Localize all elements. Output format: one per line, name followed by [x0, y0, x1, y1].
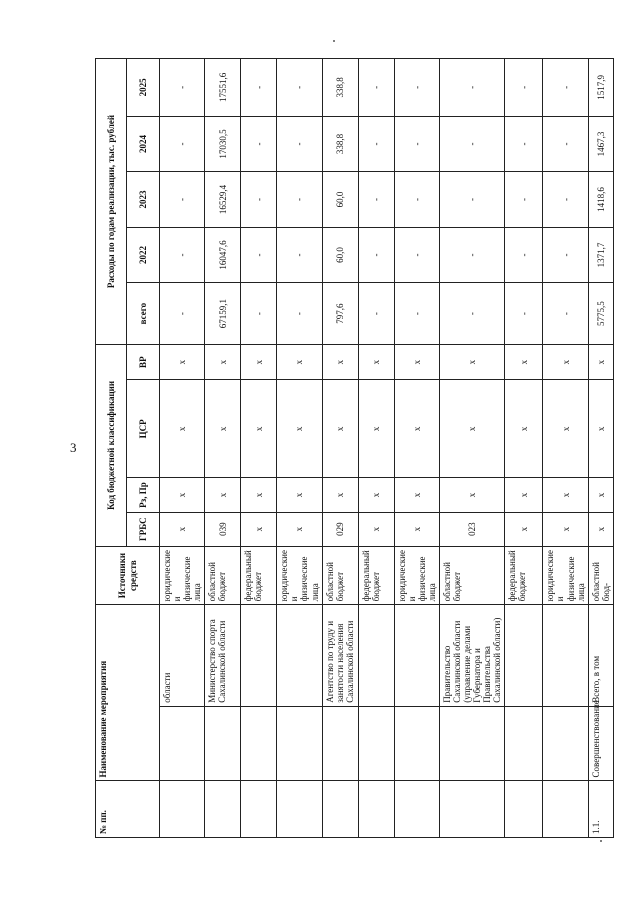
cell-source: юридические и физические лица — [394, 546, 439, 605]
cell-exec — [543, 605, 588, 706]
cell-csr: x — [588, 380, 613, 478]
cell-y2025: 17551,6 — [205, 59, 241, 117]
cell-exec: Агентство по труду и занятости населения Сахалинской области — [322, 605, 358, 706]
cell-source: юридические и физические лица — [160, 546, 205, 605]
scan-speck — [600, 840, 602, 842]
cell-rzpr: x — [322, 478, 358, 512]
header-code-group: Код бюджетной классификации — [96, 345, 127, 547]
cell-grbs: x — [505, 512, 543, 546]
cell-vr: x — [160, 345, 205, 380]
cell-exec: Всего, в том — [588, 605, 613, 706]
cell-no — [543, 781, 588, 838]
cell-grbs: 029 — [322, 512, 358, 546]
cell-grbs: x — [160, 512, 205, 546]
cell-y2025: 1517,9 — [588, 59, 613, 117]
cell-y2023: - — [543, 172, 588, 227]
cell-y2025: - — [439, 59, 504, 117]
header-2024: 2024 — [127, 116, 160, 171]
cell-no — [322, 781, 358, 838]
header-source: Источники средств — [96, 546, 160, 605]
cell-no — [394, 781, 439, 838]
header-expenses-group: Расходы по годам реализации, тыс. рублей — [96, 59, 127, 345]
header-2023: 2023 — [127, 172, 160, 227]
cell-y2023: 16529,4 — [205, 172, 241, 227]
cell-grbs: 039 — [205, 512, 241, 546]
table-row — [505, 59, 543, 838]
cell-no — [505, 781, 543, 838]
cell-y2022: 1371,7 — [588, 227, 613, 282]
cell-exec: области — [160, 605, 205, 706]
cell-rzpr: x — [358, 478, 394, 512]
cell-exec — [358, 605, 394, 706]
cell-exec — [505, 605, 543, 706]
cell-y2025: - — [358, 59, 394, 117]
cell-total: - — [160, 283, 205, 345]
cell-no — [241, 781, 277, 838]
cell-csr: x — [277, 380, 322, 478]
cell-total: 67159,1 — [205, 283, 241, 345]
cell-name — [394, 706, 439, 781]
cell-exec: Правительство Сахалинской области (управление делами Губернатора и Правительства Сахалинской области) — [439, 605, 504, 706]
cell-name — [543, 706, 588, 781]
cell-y2022: - — [439, 227, 504, 282]
cell-name — [160, 706, 205, 781]
cell-y2022: - — [160, 227, 205, 282]
cell-y2024: - — [543, 116, 588, 171]
cell-vr: x — [322, 345, 358, 380]
cell-name — [205, 706, 241, 781]
cell-name — [505, 706, 543, 781]
cell-name — [241, 706, 277, 781]
cell-grbs: x — [241, 512, 277, 546]
cell-no — [160, 781, 205, 838]
cell-vr: x — [588, 345, 613, 380]
cell-vr: x — [241, 345, 277, 380]
header-grbs: ГРБС — [127, 512, 160, 546]
cell-y2024: 1467,3 — [588, 116, 613, 171]
table-row — [322, 59, 358, 838]
cell-y2022: 60,0 — [322, 227, 358, 282]
cell-vr: x — [439, 345, 504, 380]
cell-vr: x — [543, 345, 588, 380]
cell-grbs: x — [358, 512, 394, 546]
cell-name — [322, 706, 358, 781]
cell-exec — [277, 605, 322, 706]
cell-csr: x — [322, 380, 358, 478]
cell-source: юридические и физические лица — [543, 546, 588, 605]
cell-rzpr: x — [241, 478, 277, 512]
cell-name — [439, 706, 504, 781]
cell-y2023: - — [277, 172, 322, 227]
budget-table — [95, 58, 614, 838]
cell-y2022: 16047,6 — [205, 227, 241, 282]
cell-rzpr: x — [160, 478, 205, 512]
cell-total: - — [439, 283, 504, 345]
cell-total: 5775,5 — [588, 283, 613, 345]
cell-y2024: - — [241, 116, 277, 171]
cell-total: - — [241, 283, 277, 345]
cell-y2024: 17030,5 — [205, 116, 241, 171]
cell-total: - — [358, 283, 394, 345]
cell-no — [439, 781, 504, 838]
cell-csr: x — [394, 380, 439, 478]
header-vr: ВР — [127, 345, 160, 380]
cell-y2025: - — [160, 59, 205, 117]
cell-total: - — [394, 283, 439, 345]
cell-y2024: - — [505, 116, 543, 171]
cell-rzpr: x — [439, 478, 504, 512]
cell-csr: x — [505, 380, 543, 478]
table-row — [439, 59, 504, 838]
cell-y2023: - — [241, 172, 277, 227]
cell-y2024: - — [439, 116, 504, 171]
cell-grbs: x — [277, 512, 322, 546]
cell-rzpr: x — [205, 478, 241, 512]
cell-total: - — [543, 283, 588, 345]
cell-y2022: - — [505, 227, 543, 282]
cell-y2022: - — [277, 227, 322, 282]
cell-y2024: - — [358, 116, 394, 171]
rotated-table-container — [95, 58, 611, 838]
cell-total: - — [277, 283, 322, 345]
cell-csr: x — [205, 380, 241, 478]
header-total: всего — [127, 283, 160, 345]
cell-y2023: - — [358, 172, 394, 227]
cell-y2024: - — [160, 116, 205, 171]
cell-y2023: 1418,6 — [588, 172, 613, 227]
cell-grbs: x — [543, 512, 588, 546]
table-row — [277, 59, 322, 838]
table-row — [205, 59, 241, 838]
header-csr: ЦСР — [127, 380, 160, 478]
table-row — [588, 59, 613, 838]
table-row — [394, 59, 439, 838]
cell-y2022: - — [241, 227, 277, 282]
cell-source: областной бюджет — [205, 546, 241, 605]
header-name: Наименование мероприятия — [96, 605, 160, 781]
page-number: 3 — [70, 440, 77, 455]
cell-y2022: - — [394, 227, 439, 282]
table-row — [160, 59, 205, 838]
table-row — [358, 59, 394, 838]
cell-source: федеральный бюджет — [241, 546, 277, 605]
header-row-1 — [96, 59, 127, 838]
cell-exec — [241, 605, 277, 706]
cell-no — [358, 781, 394, 838]
cell-grbs: 023 — [439, 512, 504, 546]
cell-name: Совершенствование — [588, 706, 613, 781]
cell-total: 797,6 — [322, 283, 358, 345]
cell-source: областной бюджет — [322, 546, 358, 605]
cell-total: - — [505, 283, 543, 345]
cell-y2025: - — [277, 59, 322, 117]
cell-y2023: - — [394, 172, 439, 227]
rotated-table-area — [95, 58, 611, 838]
table-row — [241, 59, 277, 838]
cell-exec: Министерство спорта Сахалинской области — [205, 605, 241, 706]
cell-source: областной бюджет — [439, 546, 504, 605]
cell-csr: x — [160, 380, 205, 478]
cell-y2025: - — [543, 59, 588, 117]
cell-y2025: - — [394, 59, 439, 117]
cell-y2025: - — [505, 59, 543, 117]
cell-vr: x — [505, 345, 543, 380]
cell-y2022: - — [543, 227, 588, 282]
cell-csr: x — [543, 380, 588, 478]
cell-rzpr: x — [505, 478, 543, 512]
header-2022: 2022 — [127, 227, 160, 282]
cell-y2023: - — [505, 172, 543, 227]
cell-vr: x — [358, 345, 394, 380]
cell-source: федеральный бюджет — [358, 546, 394, 605]
cell-y2022: - — [358, 227, 394, 282]
cell-rzpr: x — [277, 478, 322, 512]
cell-csr: x — [358, 380, 394, 478]
table-row — [543, 59, 588, 838]
cell-rzpr: x — [543, 478, 588, 512]
cell-y2023: 60,0 — [322, 172, 358, 227]
cell-source: областной бюд- — [588, 546, 613, 605]
cell-name — [277, 706, 322, 781]
cell-y2023: - — [439, 172, 504, 227]
header-no: № пп. — [96, 781, 160, 838]
cell-grbs: x — [394, 512, 439, 546]
scan-speck — [333, 40, 335, 42]
cell-grbs: x — [588, 512, 613, 546]
cell-y2024: - — [277, 116, 322, 171]
cell-no: 1.1. — [588, 781, 613, 838]
cell-source: федеральный бюджет — [505, 546, 543, 605]
cell-y2025: 338,8 — [322, 59, 358, 117]
cell-y2024: - — [394, 116, 439, 171]
cell-y2023: - — [160, 172, 205, 227]
header-rzpr: Рз, Пр — [127, 478, 160, 512]
cell-vr: x — [394, 345, 439, 380]
cell-name — [358, 706, 394, 781]
cell-y2025: - — [241, 59, 277, 117]
cell-vr: x — [205, 345, 241, 380]
cell-vr: x — [277, 345, 322, 380]
cell-no — [205, 781, 241, 838]
cell-y2024: 338,8 — [322, 116, 358, 171]
cell-no — [277, 781, 322, 838]
cell-csr: x — [241, 380, 277, 478]
cell-source: юридические и физические лица — [277, 546, 322, 605]
cell-csr: x — [439, 380, 504, 478]
header-2025: 2025 — [127, 59, 160, 117]
cell-rzpr: x — [588, 478, 613, 512]
cell-exec — [394, 605, 439, 706]
cell-rzpr: x — [394, 478, 439, 512]
